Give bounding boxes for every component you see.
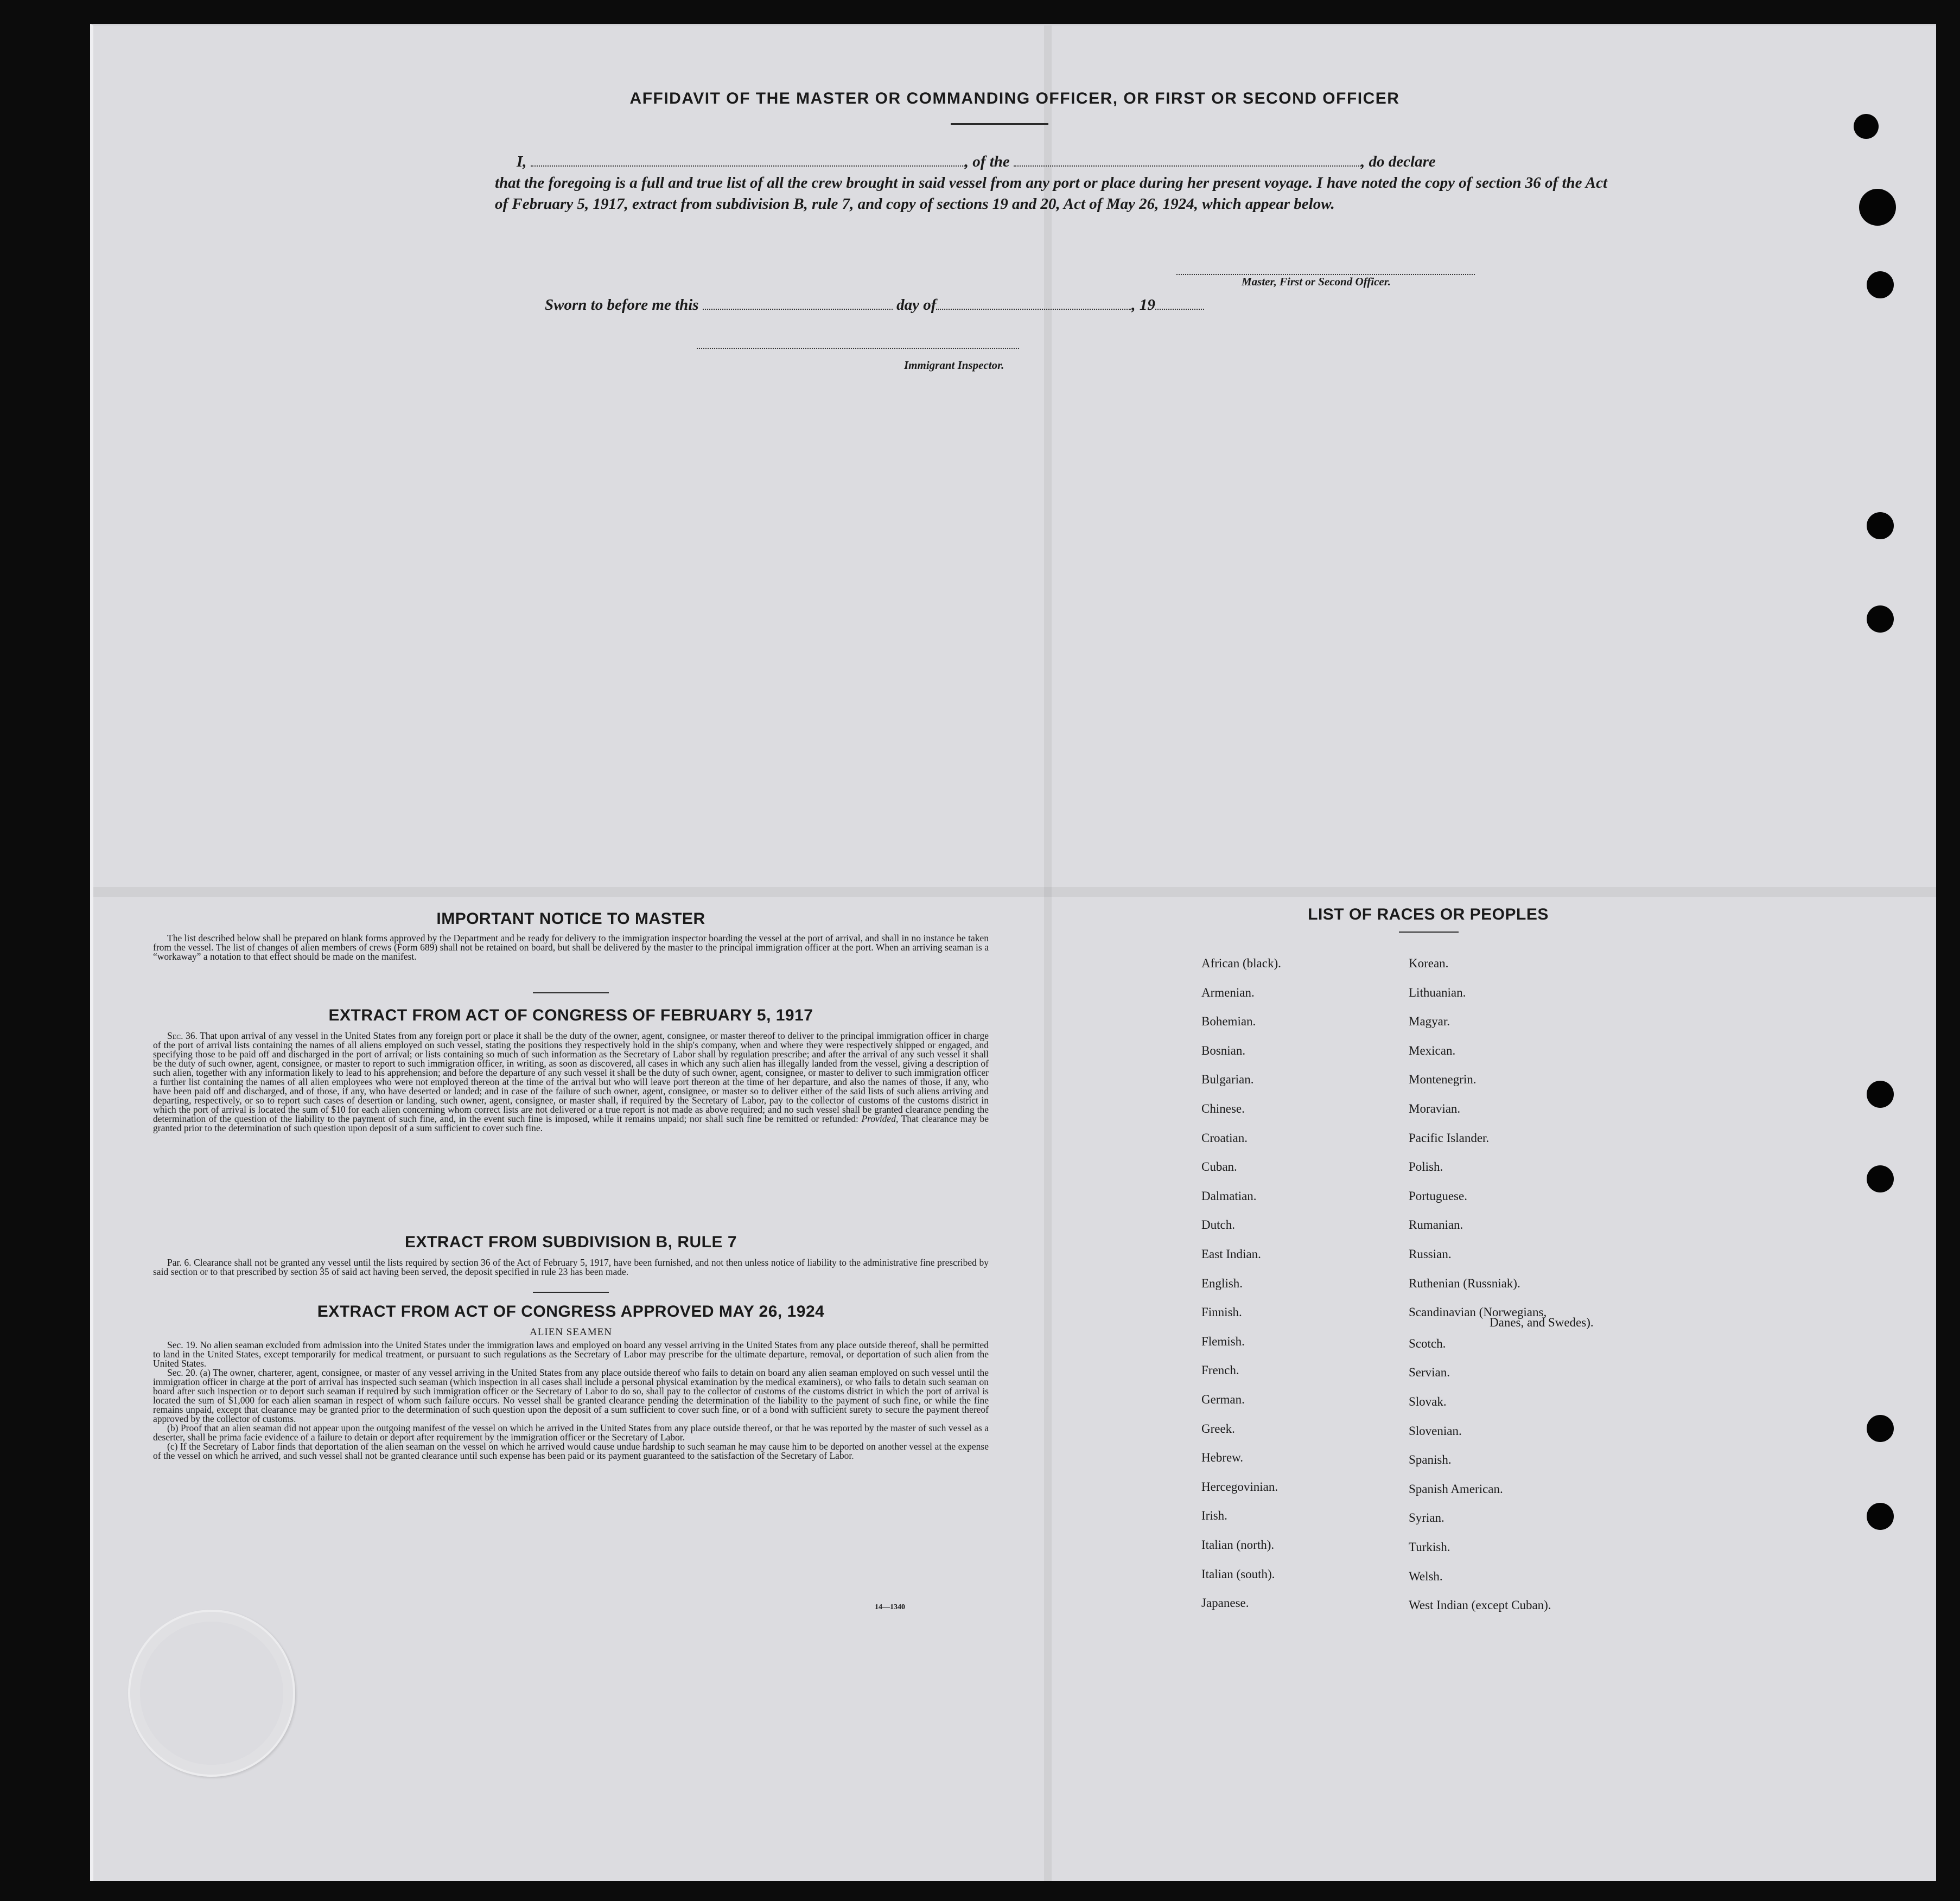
- rule7-rule: [533, 1292, 609, 1293]
- extract-1917-proviso-label: Provided,: [861, 1113, 899, 1124]
- inspector-signature-field[interactable]: [697, 347, 1019, 349]
- horizontal-fold: [93, 887, 1936, 897]
- punch-hole-icon: [1867, 1415, 1894, 1442]
- sworn-prefix: Sworn to before me this: [545, 296, 699, 314]
- race-item: Hebrew.: [1201, 1451, 1244, 1465]
- race-item: Chinese.: [1201, 1102, 1245, 1115]
- race-item: Japanese.: [1201, 1596, 1249, 1610]
- race-item: Rumanian.: [1409, 1218, 1463, 1232]
- sec20a-text: The owner, charterer, agent, consignee, or master of any vessel arriving in the United States from any place outside thereof who fails to detain on board any alien seaman employed on such vessel until the immigration officer in charge at the port of arrival has inspected such seaman (which inspection in all cases shall include a personal physical examination by the medical examiners), or who fails to detain such seaman on board after such inspection or to deport such seaman if required by such immigration officer or the Secretary of Labor to do so, shall pay to the collector of customs of the customs district in which the port of arrival is located the sum of $1,000 for each alien seaman in respect of whom such failure occurs. No vessel shall be granted clearance pending the determination of the liability to the payment of such fine, or while the fine remains unpaid, except that clearance may be granted prior to the determination of such question upon the deposit of a sum sufficient to cover such fine, or of a bond with sufficient surety to secure the payment thereof approved by the collector of customs.: [153, 1367, 989, 1424]
- sworn-line: [545, 295, 1413, 316]
- affidavit-i: I,: [517, 153, 527, 170]
- sec20c-label: (c): [167, 1441, 178, 1452]
- extract-1917-title: EXTRACT FROM ACT OF CONGRESS OF FEBRUARY 5, 1917: [328, 1006, 813, 1024]
- race-item: Slovenian.: [1409, 1424, 1462, 1438]
- race-item: Scandinavian (Norwegians,: [1409, 1305, 1547, 1319]
- punch-hole-icon: [1867, 1165, 1894, 1192]
- inspector-label: Immigrant Inspector.: [904, 359, 1004, 372]
- race-item: Bosnian.: [1201, 1043, 1246, 1057]
- race-item: French.: [1201, 1363, 1239, 1377]
- race-item: Cuban.: [1201, 1160, 1237, 1174]
- race-item: East Indian.: [1201, 1247, 1261, 1261]
- master-name-field[interactable]: [531, 152, 965, 167]
- extract-1924-subtitle: ALIEN SEAMEN: [530, 1326, 612, 1338]
- race-item: Montenegrin.: [1409, 1073, 1477, 1087]
- race-item: Servian.: [1409, 1366, 1450, 1380]
- sec20b-text: Proof that an alien seaman did not appear upon the outgoing manifest of the vessel on which he arrived in the United States from any place outside thereof, or that he was reported by the master of such vessel as a deserter, shall be prima facie evidence of a failure to detain or deport after requirement by the immigration officer or the Secretary of Labor.: [153, 1422, 989, 1443]
- race-item: Magyar.: [1409, 1015, 1450, 1029]
- extract-1917-sec-label: Sec. 36.: [167, 1030, 198, 1041]
- punch-hole-icon: [1867, 271, 1894, 298]
- race-item: English.: [1201, 1276, 1243, 1290]
- extract-rule7-par-label: Par. 6.: [167, 1257, 192, 1268]
- sworn-month-field[interactable]: [936, 296, 1131, 310]
- sec20a-label: Sec. 20. (a): [167, 1367, 211, 1378]
- extract-1917-text: That upon arrival of any vessel in the United States from any foreign port or place it shall be the duty of the owner, agent, consignee, or master thereof to deliver to the principal immigration officer in charge of the port of arrival lists containing the names of all aliens employed on such vessel, stating the positions they respectively hold in the ship's company, when and where they were respectively shipped or engaged, and specifying those to be paid off and discharged in the port of arrival; or lists containing so much of such information as the Secretary of Labor shall by regulation prescribe; and after the arrival of any such vessel it shall be the duty of such owner, agent, consignee, or master to report to such immigration officer, in writing, as soon as discovered, all cases in which any such alien has illegally landed from the vessel, giving a description of such alien, together with any information likely to lead to his apprehension; and before the departure of any such vessel it shall be the duty of such owner, agent, consignee, or master to deliver to such immigration officer a further list containing the names of all alien employees who were not employed thereon at the time of the arrival but who will leave port thereon at the time of her departure, and also the names of those, if any, who have been paid off and discharged, and of those, if any, who have deserted or landed; and in case of the failure of such owner, agent, consignee, or master so to deliver either of the said lists of such aliens arriving and departing, respectively, or so to report such cases of desertion or landing, such owner, agent, consignee, or master shall, if required by the Secretary of Labor, pay to the collector of customs of the customs district in which the port of arrival is located the sum of $10 for each alien concerning whom correct lists are not delivered or a true report is not made as above required; and no such vessel shall be granted clearance pending the determination of the question of the liability to the payment of such fine, and, in the event such fine is imposed, while it remains unpaid; nor shall such fine be remitted or refunded:: [153, 1030, 989, 1124]
- race-item: Korean.: [1409, 956, 1449, 970]
- form-number: 14—1340: [875, 1603, 905, 1611]
- race-item: Scotch.: [1409, 1336, 1446, 1350]
- race-item: Italian (south).: [1201, 1567, 1275, 1581]
- affidavit-text: that the foregoing is a full and true list of all the crew brought in said vessel from any port or place during her present voyage. I have noted the copy of section 36 of the Act of February 5, 1917, extract from subdivision B, rule 7, and copy of sections 19 and 20, Act of May 26, 1924, which appear below.: [495, 174, 1607, 213]
- extract-rule7-text: Clearance shall not be granted any vessel until the lists required by section 36 of the Act of February 5, 1917, have been furnished, and not then unless notice of liability to the administrative fine prescribed by said section or to that prescribed by section 35 of said act having been served, the deposit specified in rule 23 has been made.: [153, 1257, 989, 1277]
- sec20c-text: If the Secretary of Labor finds that deportation of the alien seaman on the vessel on which he arrived would cause undue hardship to such seaman he may cause him to be deported on another vessel at the expense of the vessel on which he arrived, and such vessel shall not be granted clearance until such expense has been paid or its payment guaranteed to the satisfaction of the Secretary of Labor.: [153, 1441, 989, 1461]
- race-item: Italian (north).: [1201, 1538, 1275, 1552]
- affidavit-declare: , do declare: [1361, 153, 1436, 170]
- extract-rule7-title: EXTRACT FROM SUBDIVISION B, RULE 7: [404, 1233, 737, 1251]
- sec20b-label: (b): [167, 1422, 179, 1433]
- race-item: German.: [1201, 1393, 1245, 1406]
- extract-1924-title: EXTRACT FROM ACT OF CONGRESS APPROVED MAY 26, 1924: [317, 1303, 825, 1321]
- race-item: Greek.: [1201, 1421, 1235, 1436]
- race-item: Hercegovinian.: [1201, 1479, 1278, 1494]
- race-item: Finnish.: [1201, 1305, 1242, 1319]
- notice-rule: [533, 992, 609, 993]
- affidavit-title: AFFIDAVIT OF THE MASTER OR COMMANDING OFFICER, OR FIRST OR SECOND OFFICER: [629, 90, 1400, 107]
- race-item: Polish.: [1409, 1160, 1443, 1174]
- race-item: Dalmatian.: [1201, 1189, 1257, 1203]
- punch-hole-icon: [1867, 512, 1894, 539]
- punch-hole-icon: [1867, 1081, 1894, 1108]
- notice-title: IMPORTANT NOTICE TO MASTER: [436, 910, 705, 928]
- race-item: Turkish.: [1409, 1540, 1450, 1554]
- race-item: Mexican.: [1409, 1043, 1456, 1057]
- race-item: Spanish American.: [1409, 1482, 1503, 1496]
- race-item: Spanish.: [1409, 1453, 1452, 1467]
- race-item: Syrian.: [1409, 1511, 1444, 1525]
- affidavit-title-rule: [951, 123, 1048, 125]
- race-item: Slovak.: [1409, 1395, 1447, 1408]
- form-page: [90, 24, 1936, 1881]
- race-item: Flemish.: [1201, 1334, 1245, 1348]
- sworn-year-field[interactable]: [1155, 296, 1204, 310]
- races-title-rule: [1399, 932, 1459, 933]
- sec19-text: No alien seaman excluded from admission into the United States under the immigration laws and employed on board any vessel arriving in the United States from any place outside thereof, shall be permitted to land in the United States, except temporarily for medical treatment, or pursuant to such regulations as the Secretary of Labor may prescribe for the ultimate departure, removal, or deportation of such alien from the United States.: [153, 1339, 989, 1369]
- race-item: Moravian.: [1409, 1102, 1461, 1115]
- race-item: Russian.: [1409, 1247, 1452, 1261]
- race-item: Armenian.: [1201, 985, 1255, 999]
- race-item: Ruthenian (Russniak).: [1409, 1276, 1520, 1290]
- race-item: Lithuanian.: [1409, 985, 1466, 999]
- punch-hole-icon: [1867, 605, 1894, 633]
- race-item: Croatian.: [1201, 1131, 1248, 1145]
- races-title: LIST OF RACES OR PEOPLES: [1308, 905, 1549, 923]
- extract-rule7-body: [153, 1258, 989, 1277]
- race-right-continuation: Danes, and Swedes).: [1490, 1316, 1594, 1329]
- race-item: Pacific Islander.: [1409, 1131, 1490, 1145]
- affidavit-body: [495, 151, 1607, 215]
- extract-1924-body: [153, 1341, 989, 1460]
- sworn-day-of: day of: [896, 296, 937, 314]
- race-item: West Indian (except Cuban).: [1409, 1598, 1551, 1612]
- punch-hole-icon: [1867, 1503, 1894, 1530]
- affidavit-of-the: , of the: [964, 153, 1010, 170]
- vessel-name-field[interactable]: [1014, 152, 1361, 167]
- notice-body: [153, 934, 989, 961]
- punch-hole-icon: [1859, 189, 1896, 226]
- race-item: African (black).: [1201, 956, 1281, 970]
- sec19-label: Sec. 19.: [167, 1339, 198, 1350]
- race-item: Irish.: [1201, 1509, 1227, 1523]
- extract-1917-body: [153, 1031, 989, 1133]
- sworn-year: , 19: [1131, 296, 1155, 314]
- notice-text: The list described below shall be prepared on blank forms approved by the Department and be ready for delivery to the immigration inspector boarding the vessel at the port of arrival, and shall in no instance be taken from the vessel. The list of changes of alien members of crews (Form 689) shall not be retained on board, but shall be delivered by the master to the principal immigration officer at the port. When an arriving seaman is a “workaway” a notation to that effect should be made on the manifest.: [153, 933, 989, 962]
- master-label: Master, First or Second Officer.: [1242, 275, 1391, 288]
- extract-1917-proviso-text: That clearance may be granted prior to the determination of such question upon deposit of a sum sufficient to cover such fine.: [153, 1113, 989, 1133]
- race-item: Portuguese.: [1409, 1189, 1467, 1203]
- embossed-seal-icon: [128, 1610, 295, 1777]
- punch-hole-icon: [1854, 114, 1879, 139]
- race-item: Dutch.: [1201, 1218, 1235, 1232]
- race-item: Bohemian.: [1201, 1015, 1256, 1029]
- race-item: Welsh.: [1409, 1569, 1443, 1583]
- sworn-date-field[interactable]: [703, 296, 893, 310]
- race-item: Bulgarian.: [1201, 1073, 1254, 1087]
